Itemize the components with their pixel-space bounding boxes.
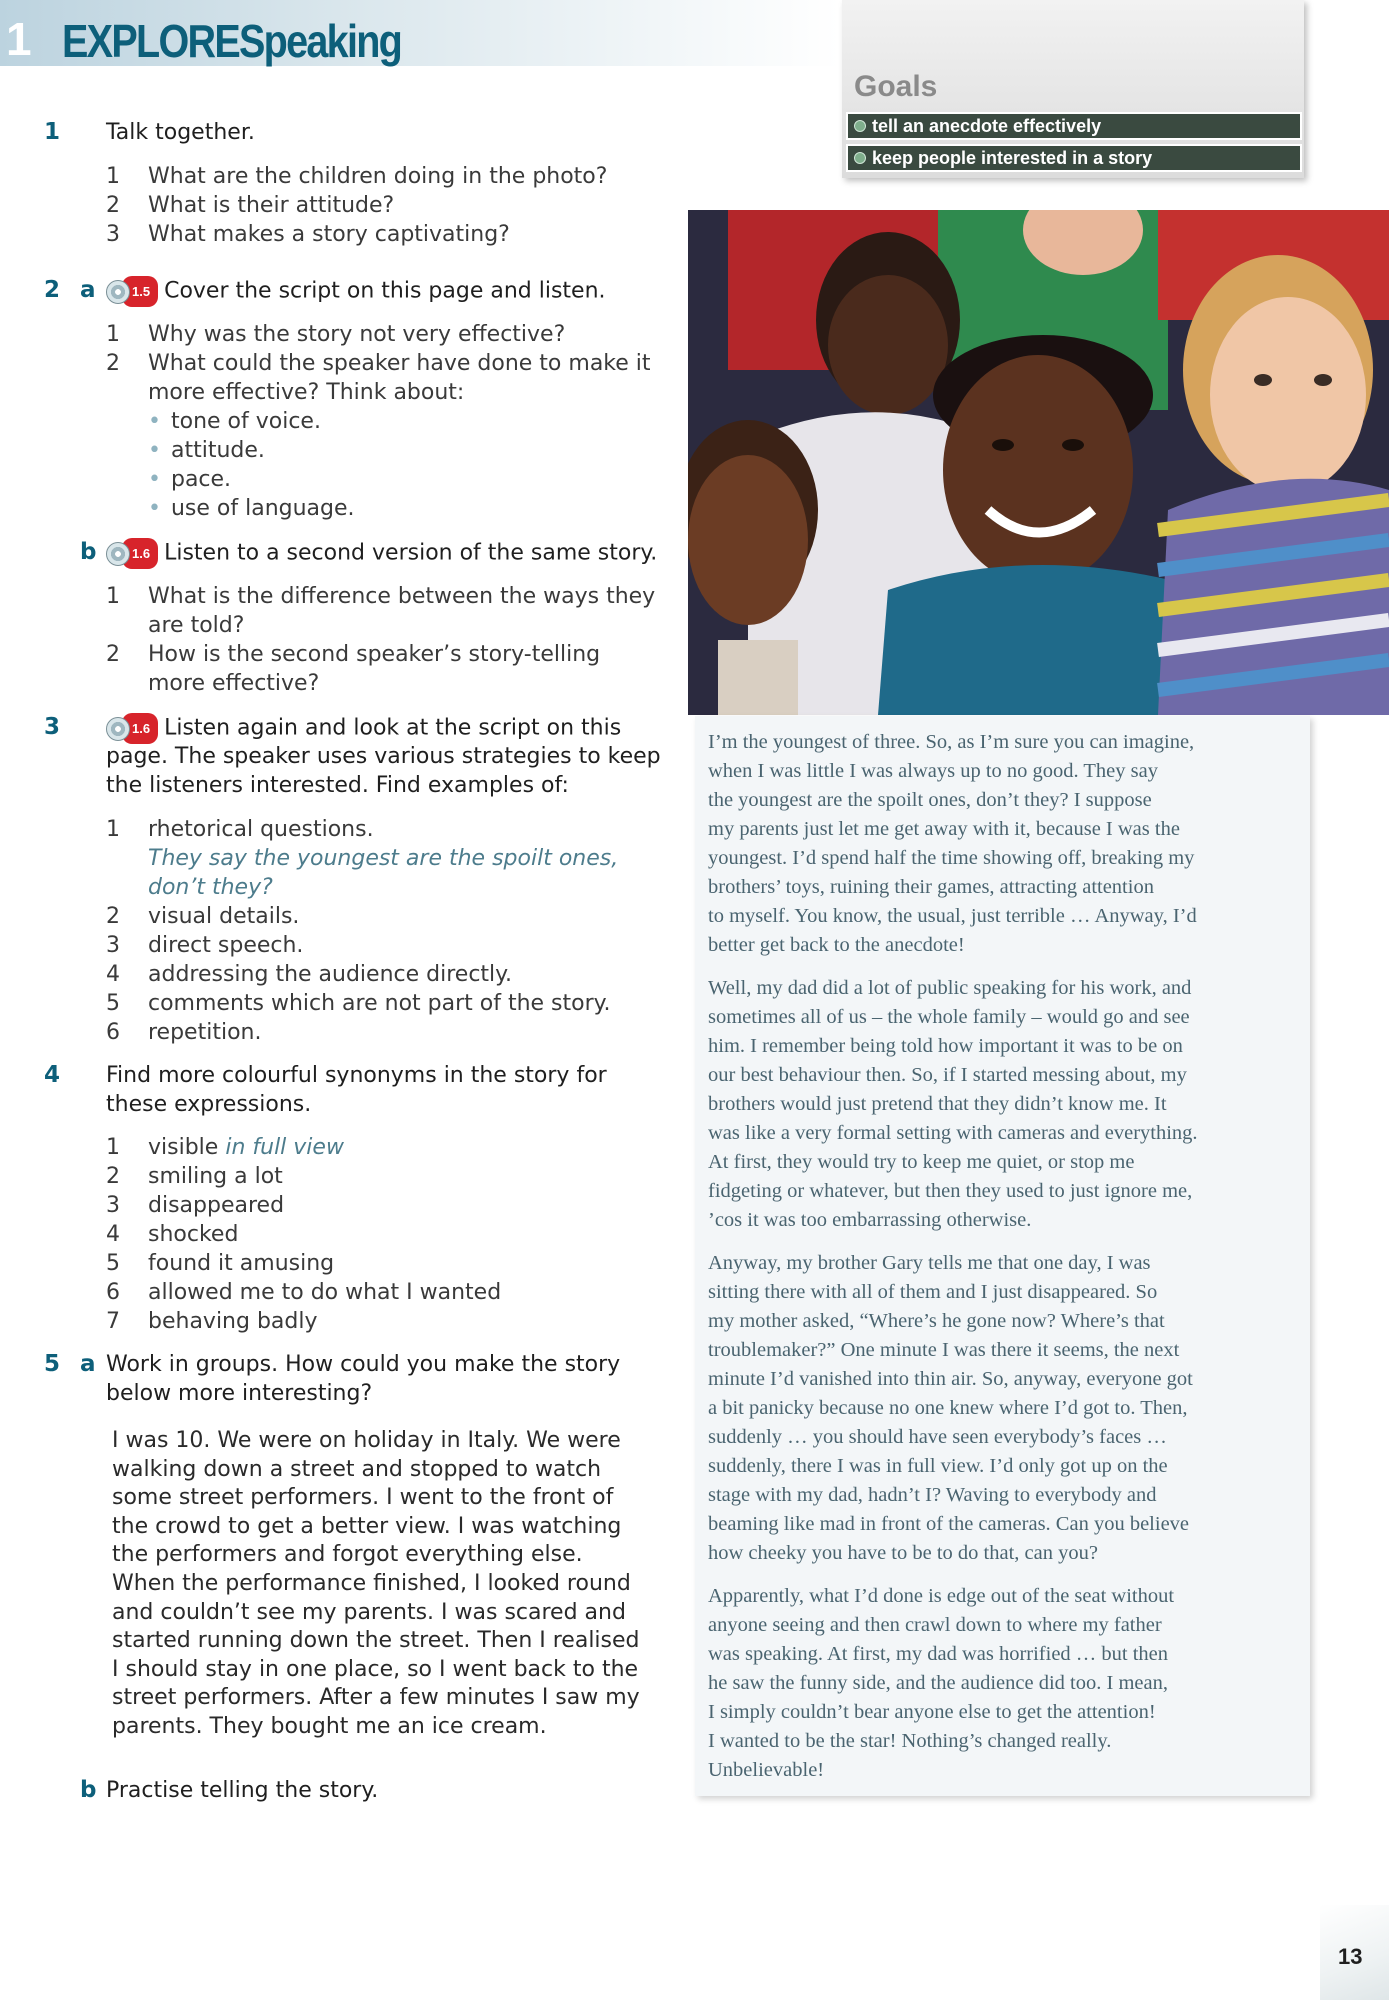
- script-line: the youngest are the spoilt ones, don’t they? I suppose: [708, 789, 1152, 811]
- script-line: youngest. I’d spend half the time showing off, breaking my: [708, 847, 1195, 869]
- story-text: [112, 1427, 652, 1742]
- bullet-icon: •: [148, 409, 161, 434]
- goal-text: tell an anecdote effectively: [872, 115, 1102, 136]
- script-paragraph: [708, 1582, 1293, 1785]
- story-line: parents. They bought me an ice cream.: [112, 1713, 547, 1739]
- example-text: They say the youngest are the spoilt ones,: [148, 846, 619, 871]
- exercise-instruction: [106, 713, 621, 744]
- question-text: direct speech.: [148, 933, 304, 958]
- script-line: anyone seeing and then crawl down to where my father: [708, 1614, 1162, 1636]
- question-number: 1: [106, 322, 120, 347]
- question-number: 2: [106, 193, 120, 218]
- question-text: more effective?: [148, 671, 320, 696]
- story-line: I was 10. We were on holiday in Italy. We were: [112, 1428, 621, 1453]
- question-number: 2: [106, 642, 120, 667]
- cd-icon: [106, 717, 130, 741]
- example-text: don’t they?: [148, 875, 273, 900]
- question-text: found it amusing: [148, 1251, 335, 1276]
- script-line: Unbelievable!: [708, 1759, 825, 1781]
- bullet-item: [148, 494, 355, 523]
- script-paragraph: [708, 1249, 1293, 1568]
- script-line: suddenly … you should have seen everybody’s faces …: [708, 1426, 1167, 1448]
- question-text: What makes a story captivating?: [148, 222, 510, 247]
- goal-item: [846, 144, 1302, 172]
- question-text: visual details.: [148, 904, 300, 929]
- bullet-item: [148, 407, 321, 436]
- script-line: was like a very formal setting with cameras and everything.: [708, 1122, 1198, 1144]
- bullet-icon: •: [148, 496, 161, 521]
- question-text: What is the difference between the ways they: [148, 584, 656, 609]
- exercise-number: 1: [44, 119, 61, 145]
- bullet-icon: •: [148, 438, 161, 463]
- exercise-number: 3: [44, 714, 61, 740]
- example-text: in full view: [225, 1135, 344, 1160]
- story-line: and couldn’t see my parents. I was scared and: [112, 1599, 626, 1625]
- word-text: visible: [148, 1135, 219, 1160]
- exercise-instruction-line: the listeners interested. Find examples of:: [106, 773, 569, 798]
- exercise-instruction-line: these expressions.: [106, 1092, 312, 1117]
- question-number: 2: [106, 1164, 120, 1189]
- question-number: 6: [106, 1020, 120, 1045]
- script-line: better get back to the anecdote!: [708, 934, 965, 956]
- bullet-text: attitude.: [170, 438, 265, 463]
- question-number: 4: [106, 962, 120, 987]
- question-number: 2: [106, 904, 120, 929]
- story-line: I should stay in one place, so I went back to the: [112, 1656, 639, 1682]
- question-text: smiling a lot: [148, 1164, 283, 1189]
- story-script-panel: [695, 716, 1310, 1796]
- script-line: sometimes all of us – the whole family – would go and see: [708, 1006, 1190, 1028]
- script-line: how cheeky you have to be to do that, can you?: [708, 1542, 1098, 1564]
- script-line: I wanted to be the star! Nothing’s changed really.: [708, 1730, 1112, 1752]
- exercise-number: 2: [44, 277, 61, 303]
- script-line: troublemaker?” One minute I was there it seems, the next: [708, 1339, 1180, 1361]
- script-line: Anyway, my brother Gary tells me that one day, I was: [708, 1252, 1151, 1274]
- script-line: beaming like mad in front of the cameras. Can you believe: [708, 1513, 1190, 1535]
- audio-track-number: 1.6: [122, 713, 158, 744]
- audio-track-number: 1.5: [122, 276, 158, 307]
- script-line: fidgeting or whatever, but then they used to just ignore me,: [708, 1180, 1193, 1202]
- goals-box: [842, 0, 1304, 178]
- exercise-sublabel: a: [80, 1351, 96, 1377]
- question-text: What is their attitude?: [148, 193, 395, 218]
- bullet-text: pace.: [170, 467, 232, 492]
- story-line: walking down a street and stopped to watch: [112, 1456, 602, 1482]
- instruction-text: Listen again and look at the script on this: [164, 715, 622, 741]
- script-line: suddenly, there I was in full view. I’d only got up on the: [708, 1455, 1168, 1477]
- question-text: [148, 1133, 344, 1162]
- question-number: 5: [106, 991, 120, 1016]
- goal-item: [846, 112, 1302, 140]
- instruction-text: Listen to a second version of the same story.: [164, 540, 658, 566]
- question-number: 6: [106, 1280, 120, 1305]
- story-line: When the performance finished, I looked round: [112, 1570, 631, 1596]
- story-line: the performers and forgot everything else.: [112, 1542, 583, 1568]
- story-line: started running down the street. Then I realised: [112, 1628, 640, 1654]
- script-paragraph: [708, 974, 1293, 1235]
- question-text: allowed me to do what I wanted: [148, 1280, 502, 1305]
- bullet-icon: •: [148, 467, 161, 492]
- question-number: 3: [106, 933, 120, 958]
- goal-text: keep people interested in a story: [872, 147, 1153, 168]
- question-number: 1: [106, 584, 120, 609]
- title-speaking: Speaking: [239, 15, 402, 67]
- story-line: the crowd to get a better view. I was watching: [112, 1513, 622, 1539]
- photo-illustration: [688, 210, 1389, 715]
- question-text: Why was the story not very effective?: [148, 322, 566, 347]
- exercise-instruction: Practise telling the story.: [106, 1778, 379, 1803]
- exercise-instruction: Find more colourful synonyms in the story for: [106, 1063, 607, 1088]
- cd-icon: [106, 280, 130, 304]
- bullet-icon: [854, 152, 866, 164]
- bullet-item: [148, 465, 231, 494]
- script-line: him. I remember being told how important it was to be on: [708, 1035, 1183, 1057]
- question-text: comments which are not part of the story.: [148, 991, 611, 1016]
- question-text: disappeared: [148, 1193, 285, 1218]
- script-line: our best behaviour then. So, if I started messing about, my: [708, 1064, 1187, 1086]
- question-number: 1: [106, 164, 120, 189]
- exercise-sublabel: a: [80, 277, 96, 303]
- script-line: ’cos it was too embarrassing otherwise.: [708, 1209, 1032, 1231]
- question-text: What are the children doing in the photo?: [148, 164, 608, 189]
- script-line: was speaking. At first, my dad was horrified … but then: [708, 1643, 1169, 1665]
- bullet-item: [148, 436, 265, 465]
- question-text: What could the speaker have done to make it: [148, 351, 651, 376]
- script-line: sitting there with all of them and I just disappeared. So: [708, 1281, 1158, 1303]
- script-line: brothers would just pretend that they didn’t know me. It: [708, 1093, 1167, 1115]
- script-line: to myself. You know, the usual, just terrible … Anyway, I’d: [708, 905, 1197, 927]
- script-line: he saw the funny side, and the audience did too. I mean,: [708, 1672, 1168, 1694]
- script-line: Well, my dad did a lot of public speaking for his work, and: [708, 977, 1192, 999]
- question-text: behaving badly: [148, 1309, 318, 1334]
- audio-track-badge[interactable]: [106, 538, 158, 569]
- script-line: I simply couldn’t bear anyone else to get the attention!: [708, 1701, 1156, 1723]
- instruction-text: Cover the script on this page and listen.: [164, 278, 606, 304]
- story-line: street performers. After a few minutes I saw my: [112, 1685, 640, 1711]
- title-explore: EXPLORE: [62, 15, 240, 67]
- question-text: shocked: [148, 1222, 239, 1247]
- exercise-sublabel: b: [80, 539, 97, 565]
- question-number: 1: [106, 817, 120, 842]
- bullet-text: tone of voice.: [170, 409, 321, 434]
- unit-number: 1: [6, 13, 32, 65]
- question-number: 4: [106, 1222, 120, 1247]
- question-text: How is the second speaker’s story-telling: [148, 642, 601, 667]
- script-paragraph: [708, 728, 1293, 960]
- script-line: stage with my dad, hadn’t I? Waving to everybody and: [708, 1484, 1157, 1506]
- audio-track-number: 1.6: [122, 538, 158, 569]
- script-line: I’m the youngest of three. So, as I’m sure you can imagine,: [708, 731, 1195, 753]
- script-line: brothers’ toys, ruining their games, attracting attention: [708, 876, 1154, 898]
- exercise-instruction: [106, 276, 606, 307]
- exercise-instruction-line: page. The speaker uses various strategies to keep: [106, 744, 661, 769]
- question-text: are told?: [148, 613, 245, 638]
- exercise-instruction-line: below more interesting?: [106, 1381, 373, 1406]
- script-line: when I was little I was always up to no good. They say: [708, 760, 1158, 782]
- script-line: minute I’d vanished into thin air. So, anyway, everyone got: [708, 1368, 1193, 1390]
- goals-title: Goals: [854, 70, 938, 103]
- audio-track-badge[interactable]: [106, 713, 158, 744]
- exercise-number: 5: [44, 1351, 61, 1377]
- question-text: repetition.: [148, 1020, 262, 1045]
- cd-icon: [106, 542, 130, 566]
- question-number: 5: [106, 1251, 120, 1276]
- script-line: my parents just let me get away with it, because I was the: [708, 818, 1180, 840]
- question-number: 3: [106, 1193, 120, 1218]
- exercise-number: 4: [44, 1062, 61, 1088]
- question-number: 7: [106, 1309, 120, 1334]
- question-text: rhetorical questions.: [148, 817, 374, 842]
- exercise-instruction: Talk together.: [106, 120, 255, 145]
- bullet-text: use of language.: [170, 496, 355, 521]
- story-line: some street performers. I went to the front of: [112, 1485, 614, 1511]
- exercise-sublabel: b: [80, 1777, 97, 1803]
- audio-track-badge[interactable]: [106, 276, 158, 307]
- page-title: [62, 14, 401, 68]
- question-number: 3: [106, 222, 120, 247]
- exercise-instruction: Work in groups. How could you make the story: [106, 1352, 621, 1377]
- bullet-icon: [854, 120, 866, 132]
- question-text: addressing the audience directly.: [148, 962, 513, 987]
- script-line: a bit panicky because no one knew where I’d got to. Then,: [708, 1397, 1188, 1419]
- children-photo: [688, 210, 1389, 715]
- script-line: Apparently, what I’d done is edge out of the seat without: [708, 1585, 1175, 1607]
- exercise-instruction: [106, 538, 657, 569]
- question-number: 1: [106, 1135, 120, 1160]
- script-line: At first, they would try to keep me quiet, or stop me: [708, 1151, 1135, 1173]
- script-line: my mother asked, “Where’s he gone now? Where’s that: [708, 1310, 1165, 1332]
- question-text: more effective? Think about:: [148, 380, 465, 405]
- page-number: 13: [1338, 1944, 1363, 1969]
- question-number: 2: [106, 351, 120, 376]
